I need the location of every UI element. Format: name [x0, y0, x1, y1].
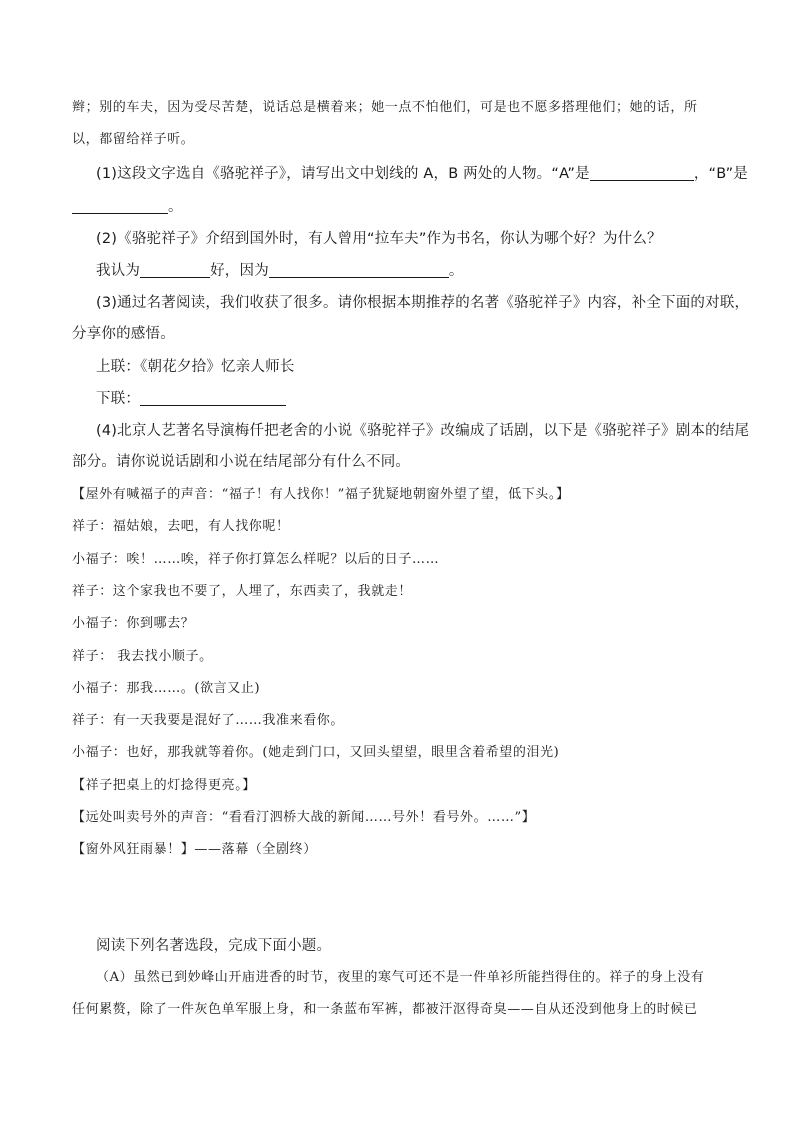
answer-blank-a[interactable] [590, 166, 694, 181]
passage-line: 以，都留给祥子听。 [72, 132, 195, 147]
question-1-cont [72, 197, 722, 217]
script-line: 祥子： 我去找小顺子。 [72, 649, 213, 664]
question-text: 我认为 [96, 263, 141, 279]
question-text: (1)这段文字选自《骆驼祥子》，请写出文中划线的 A，B 两处的人物。“A”是 [96, 166, 590, 182]
question-2-answer [96, 261, 746, 281]
script-line: 小福子：你到哪去？ [72, 616, 195, 631]
script-line: 【窗外风狂雨暴！】——落幕（全剧终） [72, 842, 317, 857]
script-line: 【祥子把桌上的灯捻得更亮。】 [72, 778, 256, 793]
question-3: (3)通过名著阅读，我们收获了很多。请你根据本期推荐的名著《骆驼祥子》内容，补全下面的对联， [96, 295, 750, 311]
script-line: 祥子：福姑娘，去吧，有人找你呢！ [72, 519, 290, 534]
question-text: ，“B”是 [693, 166, 749, 182]
question-text: 下联： [96, 391, 141, 407]
answer-blank-couplet[interactable] [140, 391, 286, 406]
section-intro: 阅读下列名著选段，完成下面小题。 [96, 938, 332, 954]
couplet-upper: 上联：《朝花夕拾》忆亲人师长 [96, 359, 295, 375]
script-line: 小福子：唉！……唉，祥子你打算怎么样呢？以后的日子…… [72, 552, 440, 567]
answer-blank-b[interactable] [72, 199, 168, 214]
script-line: 小福子：也好，那我就等着你。(她走到门口，又回头望望，眼里含着希望的泪光) [72, 745, 560, 760]
question-4: (4)北京人艺著名导演梅仟把老舍的小说《骆驼祥子》改编成了话剧，以下是《骆驼祥子》剧本的结尾 [96, 423, 750, 439]
script-line: 祥子：有一天我要是混好了……我准来看你。 [72, 713, 345, 728]
question-text: 。 [168, 199, 183, 215]
question-2: (2)《骆驼祥子》介绍到国外时，有人曾用“拉车夫”作为书名，你认为哪个好？为什么？ [96, 231, 662, 247]
answer-blank-choice[interactable] [140, 263, 210, 278]
question-text: 。 [448, 263, 464, 279]
script-line: 【远处叫卖号外的声音：“看看汀泗桥大战的新闻……号外！看号外。……”】 [72, 810, 536, 825]
answer-blank-reason[interactable] [269, 263, 449, 278]
script-line: 祥子：这个家我也不要了，人埋了，东西卖了，我就走！ [72, 584, 413, 599]
passage-line: 任何累赘，除了一件灰色单军服上身，和一条蓝布军裤，都被汗沤得奇臭——自从还没到他身上的时候已 [72, 1002, 698, 1017]
couplet-lower [96, 389, 746, 409]
question-1 [96, 164, 749, 184]
question-text: 好，因为 [210, 263, 269, 279]
question-3-cont: 分享你的感悟。 [72, 326, 175, 342]
passage-line: （A）虽然已到妙峰山开庙进香的时节，夜里的寒气可还不是一件单衫所能挡得住的。祥子的身上没有 [96, 970, 705, 985]
passage-line: 辫；别的车夫，因为受尽苦楚，说话总是横着来；她一点不怕他们，可是也不愿多搭理他们；她的话，所 [72, 100, 698, 115]
question-4-cont: 部分。请你说说话剧和小说在结尾部分有什么不同。 [72, 454, 411, 470]
script-line: 小福子：那我……。(欲言又止) [72, 681, 261, 696]
script-line: 【屋外有喊福子的声音：“福子！有人找你！”福子犹疑地朝窗外望了望，低下头。】 [72, 487, 570, 502]
